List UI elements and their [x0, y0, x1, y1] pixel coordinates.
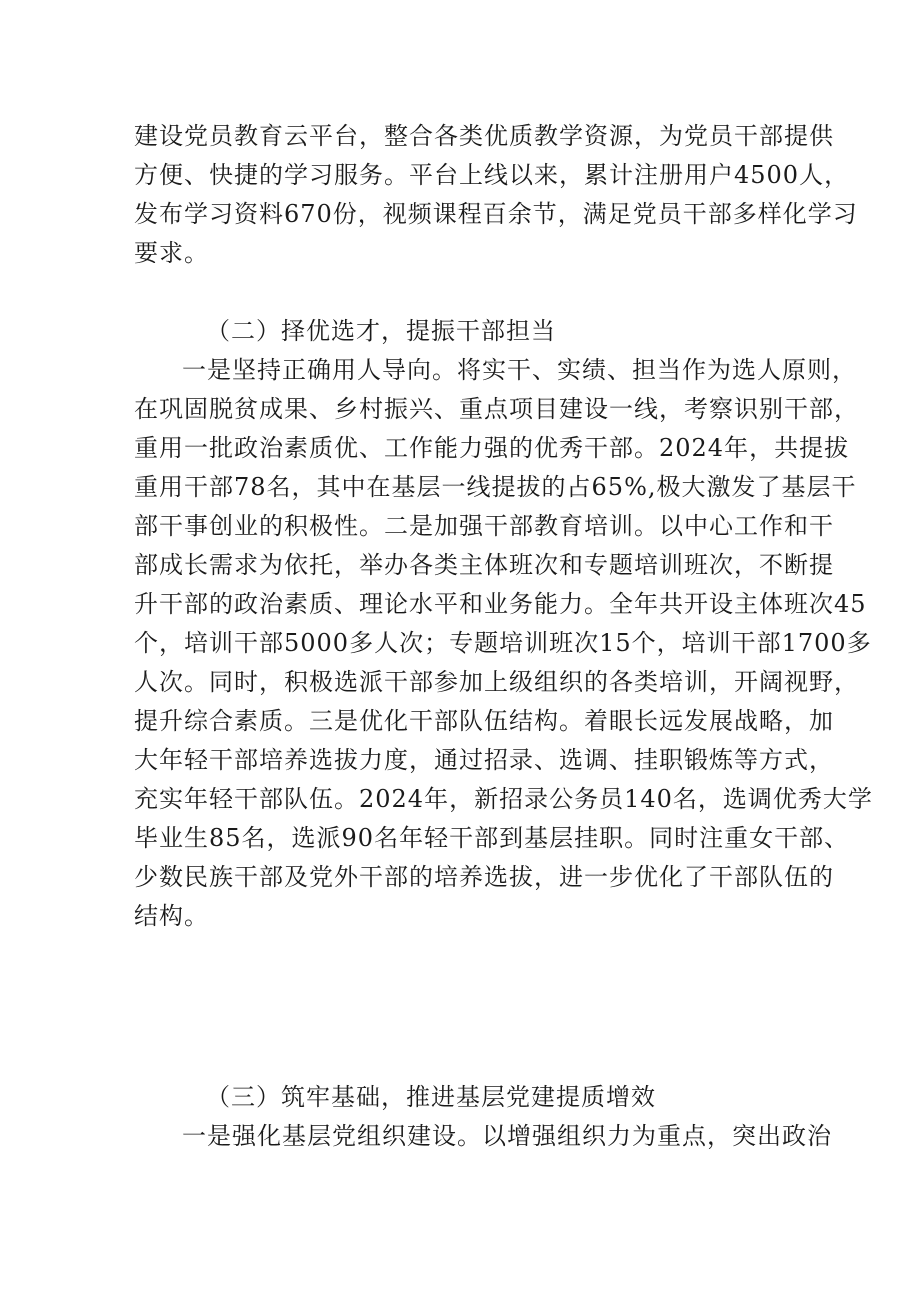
paragraph-cloud-platform	[134, 117, 858, 273]
text-line: 一是强化基层党组织建设。以增强组织力为重点，突出政治	[182, 1122, 832, 1150]
text-line: 毕业生85名，选派90名年轻干部到基层挂职。同时注重女干部、	[134, 824, 850, 852]
text-line: 少数民族干部及党外干部的培养选拔，进一步优化了干部队伍的	[134, 863, 834, 891]
text-line: 提升综合素质。三是优化干部队伍结构。着眼长远发展战略，加	[134, 707, 834, 735]
text-line: 在巩固脱贫成果、乡村振兴、重点项目建设一线，考察识别干部，	[134, 395, 859, 423]
text-line: 个，培训干部5000多人次；专题培训班次15个，培训干部1700多	[134, 629, 872, 657]
text-line: 要求。	[134, 239, 209, 267]
paragraph-grassroots	[134, 1117, 832, 1156]
section-heading-3	[134, 1078, 794, 1117]
text-line: 重用干部78名，其中在基层一线提拔的占65%,极大激发了基层干	[134, 473, 857, 501]
text-line: 大年轻干部培养选拔力度，通过招录、选调、挂职锻炼等方式，	[134, 746, 834, 774]
text-line: 建设党员教育云平台，整合各类优质教学资源，为党员干部提供	[134, 122, 834, 150]
heading-text: （二）择优选才，提振干部担当	[206, 317, 556, 345]
text-line: 方便、快捷的学习服务。平台上线以来，累计注册用户4500人，	[134, 161, 850, 189]
text-line: 发布学习资料670份，视频课程百余节，满足党员干部多样化学习	[134, 200, 858, 228]
heading-text: （三）筑牢基础，推进基层党建提质增效	[206, 1083, 656, 1111]
text-line: 一是坚持正确用人导向。将实干、实绩、担当作为选人原则，	[182, 356, 857, 384]
text-line: 充实年轻干部队伍。2024年，新招录公务员140名，选调优秀大学	[134, 785, 873, 813]
text-line: 结构。	[134, 902, 209, 930]
text-line: 部干事创业的积极性。二是加强干部教育培训。以中心工作和干	[134, 512, 834, 540]
text-line: 部成长需求为依托，举办各类主体班次和专题培训班次，不断提	[134, 551, 834, 579]
text-line: 重用一批政治素质优、工作能力强的优秀干部。2024年，共提拔	[134, 434, 850, 462]
paragraph-cadre-selection	[134, 351, 873, 936]
section-heading-2	[134, 312, 794, 351]
text-line: 人次。同时，积极选派干部参加上级组织的各类培训，开阔视野，	[134, 668, 859, 696]
text-line: 升干部的政治素质、理论水平和业务能力。全年共开设主体班次45	[134, 590, 867, 618]
